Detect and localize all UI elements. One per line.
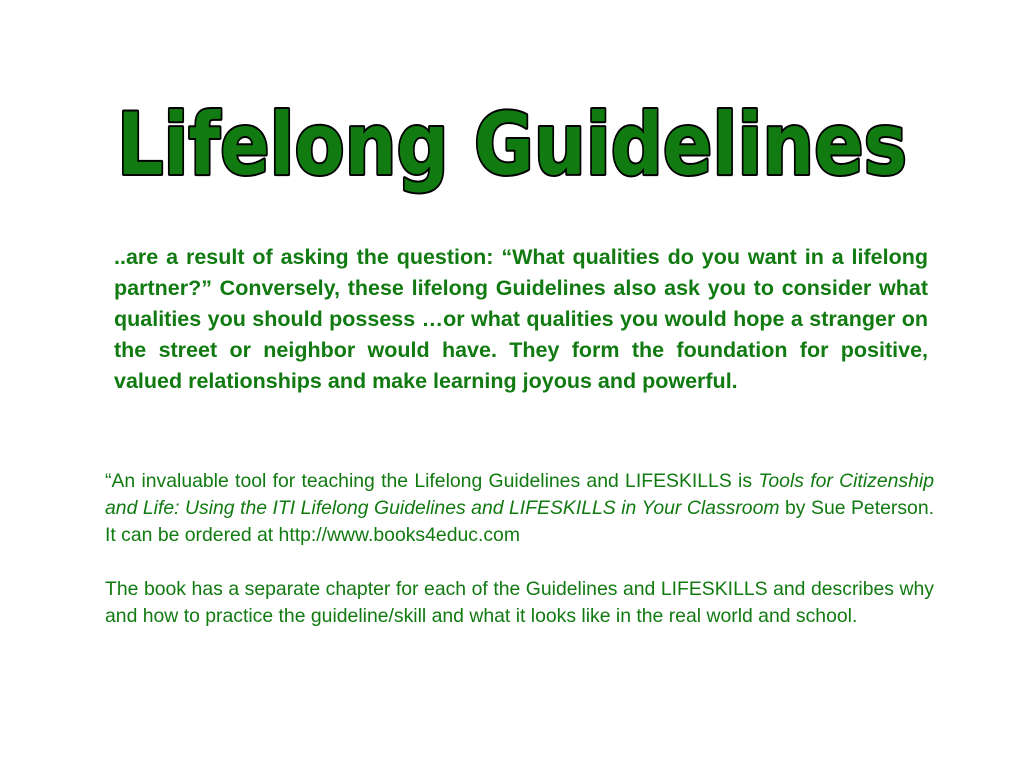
book-recommendation-paragraph [105,468,934,549]
book-description-paragraph: The book has a separate chapter for each of the Guidelines and LIFESKILLS and describes why and how to practice the guideline/skill and what it looks like in the real world and school. [105,578,934,627]
slide-title-text: Lifelong Guidelines [117,95,907,195]
intro-paragraph: ..are a result of asking the question: “What qualities do you want in a lifelong partner?” Conversely, these lifelong Guidelines also ask you to consider what qualities you should possess …or what qualities you would hope a stranger on the street or neighbor would have. They form the foundation for positive, valued relationships and make learning joyous and powerful. [114,245,928,393]
book-recommendation-tail: by Sue Peterson. It can be ordered at http://www.books4educ.com [105,497,934,546]
book-title: Tools for Citizenship and Life: Using the ITI Lifelong Guidelines and LIFESKILLS in Your Classroom [105,470,934,519]
slide-title-graphic [0,92,1024,222]
slide-title [0,92,1024,222]
book-recommendation-lead: “An invaluable tool for teaching the Lifelong Guidelines and LIFESKILLS is [105,470,759,492]
